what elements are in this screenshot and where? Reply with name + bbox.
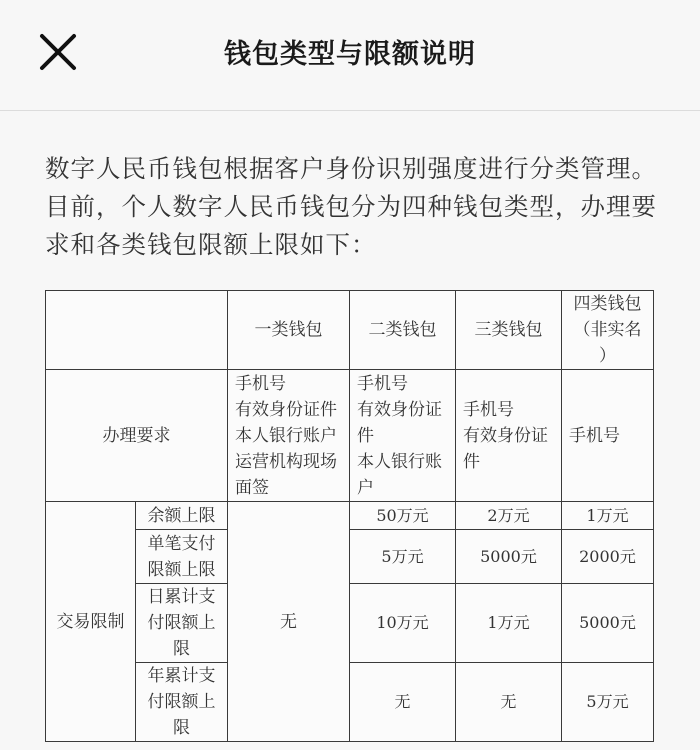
req-line: 面签 (235, 477, 269, 498)
limit-label-line: 付限额上 (147, 692, 216, 712)
req-line: 手机号 (235, 373, 286, 394)
class2-single-limit: 5万元 (350, 530, 456, 584)
class2-daily-limit: 10万元 (350, 584, 456, 663)
class3-yearly-limit: 无 (456, 663, 562, 742)
page-title: 钱包类型与限额说明 (224, 39, 476, 70)
limit-row-daily (46, 584, 654, 663)
class3-daily-limit: 1万元 (456, 584, 562, 663)
col4-line: （非实名 (573, 320, 642, 340)
class3-requirements (456, 370, 562, 502)
col-header-class2: 二类钱包 (350, 291, 456, 370)
req-line: 件 (463, 451, 480, 472)
requirements-label: 办理要求 (46, 370, 228, 502)
class4-balance-limit: 1万元 (562, 502, 654, 530)
class2-yearly-limit: 无 (350, 663, 456, 742)
limit-label (136, 663, 228, 742)
class1-limit-none: 无 (228, 502, 350, 742)
req-line: 本人银行账 (357, 451, 442, 472)
limit-label-line: 限额上限 (147, 559, 216, 580)
req-line: 手机号 (463, 399, 514, 420)
limit-label-line: 单笔支付 (147, 533, 216, 554)
class3-single-limit: 5000元 (456, 530, 562, 584)
class4-daily-limit: 5000元 (562, 584, 654, 663)
top-bar (0, 0, 700, 111)
col-header-class1: 一类钱包 (228, 291, 350, 370)
table-header-row (46, 291, 654, 370)
limit-label-line: 付限额上 (147, 613, 216, 633)
col4-line: ） (599, 346, 616, 366)
limit-label-line: 余额上限 (147, 505, 216, 526)
requirements-row (46, 370, 654, 502)
class4-yearly-limit: 5万元 (562, 663, 654, 742)
req-line: 有效身份证 (463, 425, 548, 446)
limit-label-line: 年累计支 (147, 666, 216, 686)
limit-label-line: 限 (173, 718, 190, 738)
col4-line: 四类钱包 (573, 294, 642, 314)
wallet-limits-table (45, 290, 654, 742)
req-line: 手机号 (357, 373, 408, 394)
class1-requirements (228, 370, 350, 502)
req-line: 户 (357, 477, 374, 498)
class3-balance-limit: 2万元 (456, 502, 562, 530)
col-header-class4 (562, 291, 654, 370)
req-line: 有效身份证件 (235, 399, 337, 420)
limits-label: 交易限制 (46, 502, 136, 742)
limit-row-single (46, 530, 654, 584)
class2-balance-limit: 50万元 (350, 502, 456, 530)
corner-cell (46, 291, 228, 370)
req-line: 本人银行账户 (235, 425, 337, 446)
class4-single-limit: 2000元 (562, 530, 654, 584)
class2-requirements (350, 370, 456, 502)
req-line: 运营机构现场 (235, 451, 337, 472)
req-line: 有效身份证 (357, 399, 442, 420)
class4-requirements (562, 370, 654, 502)
limit-row-balance (46, 502, 654, 530)
intro-text: 数字人民币钱包根据客户身份识别强度进行分类管理。目前，个人数字人民币钱包分为四种钱包类型，办理要求和各类钱包限额上限如下： (45, 154, 657, 259)
limit-label-line: 日累计支 (147, 587, 216, 607)
limit-label (136, 584, 228, 663)
col-header-class3: 三类钱包 (456, 291, 562, 370)
limit-label (136, 530, 228, 584)
limit-label-line: 限 (173, 639, 190, 659)
limit-row-yearly (46, 663, 654, 742)
req-line: 件 (357, 425, 374, 446)
req-line: 手机号 (569, 425, 620, 446)
limit-label (136, 502, 228, 530)
